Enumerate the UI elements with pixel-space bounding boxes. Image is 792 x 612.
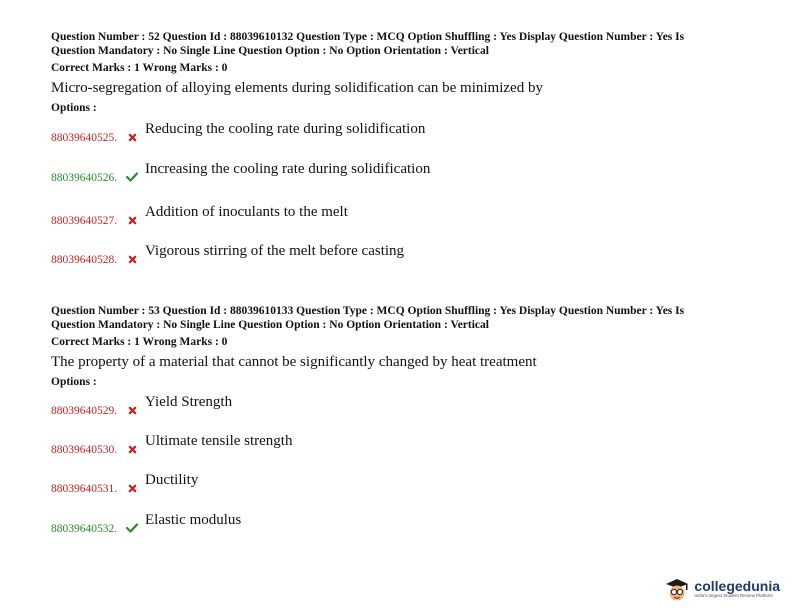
option-text: Ductility — [145, 472, 199, 488]
mascot-icon — [663, 576, 691, 602]
options-label: Options : — [51, 376, 97, 388]
option-88039640530 — [51, 434, 292, 456]
option-id: 88039640525. — [51, 132, 118, 144]
check-icon — [123, 523, 141, 535]
option-id: 88039640531. — [51, 483, 118, 495]
question-block-52 — [51, 30, 751, 114]
logo-tagline: India's largest Student Review Platform — [694, 593, 773, 598]
cross-icon — [123, 406, 141, 417]
question-meta — [51, 30, 751, 75]
option-text: Vigorous stirring of the melt before casting — [145, 243, 405, 259]
option-88039640532 — [51, 513, 241, 535]
option-text: Elastic modulus — [145, 512, 242, 528]
option-text: Addition of inoculants to the melt — [145, 204, 348, 220]
option-id: 88039640527. — [51, 215, 118, 227]
option-88039640525 — [51, 122, 425, 144]
option-text: Reducing the cooling rate during solidification — [145, 121, 426, 137]
option-88039640529 — [51, 395, 232, 417]
question-meta-line-1: Question Number : 52 Question Id : 88039610132 Question Type : MCQ Option Shuffling : Yes Display Question Number : Yes Is — [51, 31, 685, 43]
option-text: Increasing the cooling rate during solidification — [145, 161, 431, 177]
option-88039640526 — [51, 162, 430, 184]
option-id: 88039640526. — [51, 172, 118, 184]
option-text: Yield Strength — [145, 394, 233, 410]
cross-icon — [123, 484, 141, 495]
question-block-53 — [51, 304, 751, 388]
cross-icon — [123, 216, 141, 227]
option-88039640531 — [51, 473, 198, 495]
option-text: Ultimate tensile strength — [145, 433, 293, 449]
option-88039640527 — [51, 205, 348, 227]
question-marks: Correct Marks : 1 Wrong Marks : 0 — [51, 336, 228, 348]
options-label: Options : — [51, 102, 97, 114]
cross-icon — [123, 255, 141, 266]
question-meta-line-1: Question Number : 53 Question Id : 88039610133 Question Type : MCQ Option Shuffling : Yes Display Question Number : Yes Is — [51, 305, 685, 317]
question-text: Micro-segregation of alloying elements during solidification can be minimized by — [51, 80, 543, 96]
question-meta-line-2: Question Mandatory : No Single Line Question Option : No Option Orientation : Vertical — [51, 45, 489, 57]
question-meta-line-2: Question Mandatory : No Single Line Question Option : No Option Orientation : Vertical — [51, 319, 489, 331]
cross-icon — [123, 445, 141, 456]
collegedunia-logo — [663, 576, 780, 602]
option-id: 88039640530. — [51, 444, 118, 456]
option-id: 88039640529. — [51, 405, 118, 417]
option-88039640528 — [51, 244, 404, 266]
question-meta — [51, 304, 751, 349]
logo-name: collegedunia — [694, 578, 780, 594]
question-marks: Correct Marks : 1 Wrong Marks : 0 — [51, 62, 228, 74]
question-text: The property of a material that cannot be significantly changed by heat treatment — [51, 354, 537, 370]
cross-icon — [123, 133, 141, 144]
option-id: 88039640532. — [51, 523, 118, 535]
option-id: 88039640528. — [51, 254, 118, 266]
check-icon — [123, 172, 141, 184]
